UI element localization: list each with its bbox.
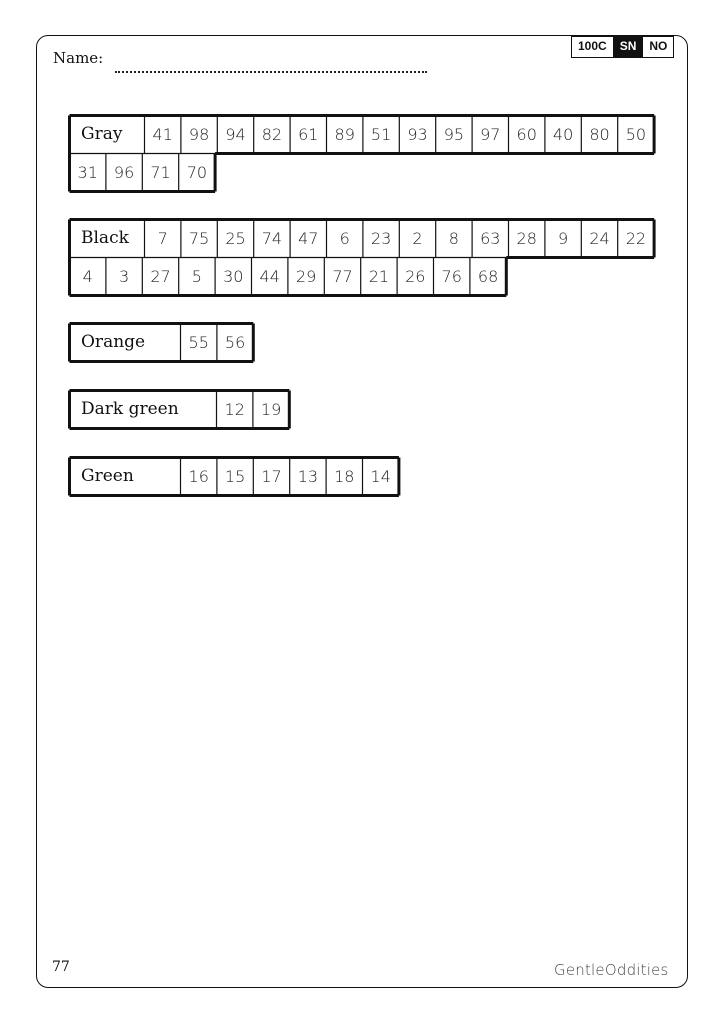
badge-no: NO bbox=[642, 37, 673, 57]
number-cell: 24 bbox=[589, 228, 610, 248]
table-dark-green bbox=[68, 389, 292, 431]
brand-logo: GentleOddities bbox=[554, 961, 669, 979]
table-label: Orange bbox=[81, 332, 146, 352]
number-cell: 26 bbox=[405, 266, 426, 286]
number-cell: 77 bbox=[332, 266, 353, 286]
number-cell: 23 bbox=[370, 228, 392, 248]
number-cell: 16 bbox=[188, 466, 209, 486]
number-cell: 74 bbox=[261, 228, 283, 248]
number-cell: 18 bbox=[334, 466, 355, 486]
number-cell: 2 bbox=[412, 228, 423, 248]
number-cell: 25 bbox=[225, 228, 246, 248]
number-cell: 40 bbox=[552, 124, 574, 144]
number-cell: 47 bbox=[298, 228, 319, 248]
number-cell: 9 bbox=[557, 228, 569, 248]
number-cell: 7 bbox=[157, 228, 168, 248]
number-cell: 50 bbox=[625, 124, 647, 144]
number-cell: 8 bbox=[448, 228, 459, 248]
name-line[interactable] bbox=[115, 57, 427, 73]
number-cell: 63 bbox=[480, 228, 501, 248]
number-cell: 89 bbox=[334, 124, 355, 144]
number-cell: 71 bbox=[150, 162, 171, 182]
number-cell: 60 bbox=[516, 124, 537, 144]
table-green bbox=[68, 456, 401, 498]
badge-100c: 100C bbox=[578, 39, 607, 53]
number-cell: 28 bbox=[516, 228, 537, 248]
number-cell: 14 bbox=[370, 466, 391, 486]
number-cell: 56 bbox=[224, 332, 246, 352]
badge-sn: SN bbox=[613, 37, 643, 57]
number-cell: 44 bbox=[259, 266, 280, 286]
name-label: Name: bbox=[53, 49, 104, 67]
table-label: Black bbox=[81, 228, 129, 248]
number-cell: 30 bbox=[223, 266, 244, 286]
number-cell: 6 bbox=[339, 228, 350, 248]
number-cell: 94 bbox=[225, 124, 246, 144]
number-cell: 51 bbox=[370, 124, 392, 144]
number-cell: 13 bbox=[297, 466, 319, 486]
number-cell: 68 bbox=[477, 266, 499, 286]
number-cell: 17 bbox=[261, 466, 282, 486]
number-cell: 22 bbox=[625, 228, 647, 248]
number-cell: 95 bbox=[443, 124, 465, 144]
level-badges bbox=[571, 36, 674, 58]
number-cell: 27 bbox=[150, 266, 171, 286]
number-cell: 19 bbox=[260, 399, 282, 419]
number-cell: 3 bbox=[118, 266, 130, 286]
table-label: Green bbox=[81, 466, 134, 486]
table-gray bbox=[68, 114, 657, 194]
number-cell: 98 bbox=[188, 124, 210, 144]
table-label: Gray bbox=[81, 124, 123, 144]
number-cell: 31 bbox=[77, 162, 98, 182]
number-cell: 93 bbox=[407, 124, 428, 144]
number-cell: 80 bbox=[589, 124, 610, 144]
number-cell: 97 bbox=[480, 124, 501, 144]
number-cell: 70 bbox=[186, 162, 208, 182]
table-label: Dark green bbox=[81, 399, 179, 419]
number-cell: 82 bbox=[261, 124, 283, 144]
number-cell: 55 bbox=[188, 332, 209, 352]
page-number: 77 bbox=[52, 959, 70, 975]
number-cell: 15 bbox=[224, 466, 246, 486]
number-cell: 12 bbox=[224, 399, 245, 419]
number-cell: 41 bbox=[152, 124, 173, 144]
number-cell: 29 bbox=[295, 266, 317, 286]
number-cell: 21 bbox=[368, 266, 390, 286]
table-orange bbox=[68, 322, 256, 364]
number-cell: 4 bbox=[82, 266, 93, 286]
number-cell: 61 bbox=[298, 124, 319, 144]
number-cell: 76 bbox=[441, 266, 462, 286]
table-black bbox=[68, 218, 657, 298]
number-cell: 75 bbox=[188, 228, 210, 248]
number-cell: 5 bbox=[191, 266, 202, 286]
number-cell: 96 bbox=[113, 162, 135, 182]
